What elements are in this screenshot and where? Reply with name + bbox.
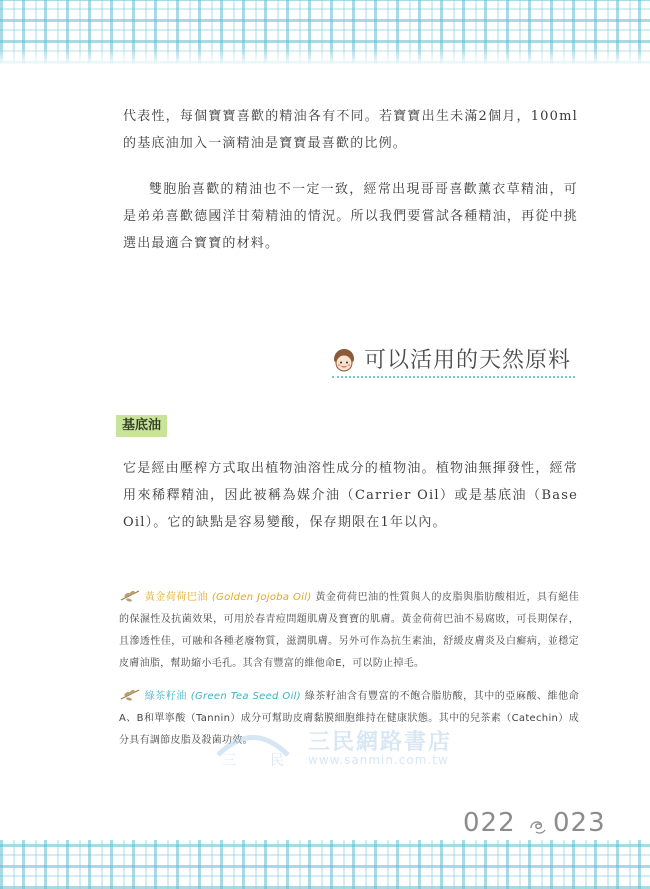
- oil-name: 綠茶籽油: [144, 691, 187, 702]
- page-numbers: [463, 808, 613, 838]
- watermark-name: 三民網路書店: [308, 730, 453, 755]
- watermark-url: www.sanmin.com.tw: [308, 753, 449, 767]
- oil-description: 綠茶籽油含有豐富的不飽合脂肪酸，其中的亞麻酸、維他命A、B和單寧酸（Tannin）成分可幫助皮膚黏膜細胞維持在健康狀態。其中的兒茶素（Catechin）成分具有調節皮脂及殺菌功效。: [119, 691, 579, 746]
- page-number-left: 022: [463, 808, 516, 838]
- oil-entry-jojoba: [119, 587, 579, 675]
- oil-entry-text: [119, 587, 579, 675]
- swirl-icon: [527, 814, 549, 836]
- watermark: [208, 725, 508, 775]
- section-heading: [330, 340, 580, 380]
- section-underline: [332, 376, 575, 378]
- watermark-logo-left: 三: [222, 753, 236, 769]
- top-band-fade: [0, 48, 650, 66]
- oil-name: 黃金荷荷巴油: [144, 592, 209, 603]
- paragraph-2: 雙胞胎喜歡的精油也不一定一致，經常出現哥哥喜歡薰衣草精油，可是弟弟喜歡德國洋甘菊精油的情況。所以我們要嘗試各種精油，再從中挑選出最適合寶寶的材料。: [123, 182, 578, 251]
- oil-english-name: (Golden Jojoba Oil): [211, 592, 312, 603]
- leaf-sprig-icon: [119, 588, 141, 602]
- watermark-logo-icon: [208, 725, 298, 771]
- oil-description: 黃金荷荷巴油的性質與人的皮脂與脂肪酸相近，具有絕佳的保濕性及抗菌效果，可用於春青痘問題肌膚及寶寶的肌膚。黃金荷荷巴油不易腐敗，可長期保存，且滲透性佳，可融和各種老廢物質，滋潤肌膚。另外可作為抗生素油，舒緩皮膚炎及白癬病，並穩定皮膚油脂，幫助縮小毛孔。其含有豐富的維他命E，可以防止掉毛。: [119, 592, 580, 669]
- watermark-logo-right: 民: [270, 753, 284, 769]
- bottom-grid-band: [0, 840, 650, 889]
- base-oil-label: 基底油: [116, 415, 167, 437]
- section-title: 可以活用的天然原料: [364, 348, 572, 373]
- paragraph-base-oil: 它是經由壓榨方式取出植物油溶性成分的植物油。植物油無揮發性，經常用來稀釋精油，因此被稱為媒介油（Carrier Oil）或是基底油（Base Oil）。它的缺點是容易變酸，保存期限在1年以內。: [123, 461, 578, 530]
- oil-english-name: (Green Tea Seed Oil): [190, 691, 301, 702]
- cartoon-face-icon: [330, 346, 358, 374]
- paragraph-1: 代表性，每個寶寶喜歡的精油各有不同。若寶寶出生未滿2個月，100ml的基底油加入一滴精油是寶寶最喜歡的比例。: [123, 109, 578, 151]
- leaf-sprig-icon: [119, 687, 141, 701]
- page-number-right: 023: [553, 808, 606, 838]
